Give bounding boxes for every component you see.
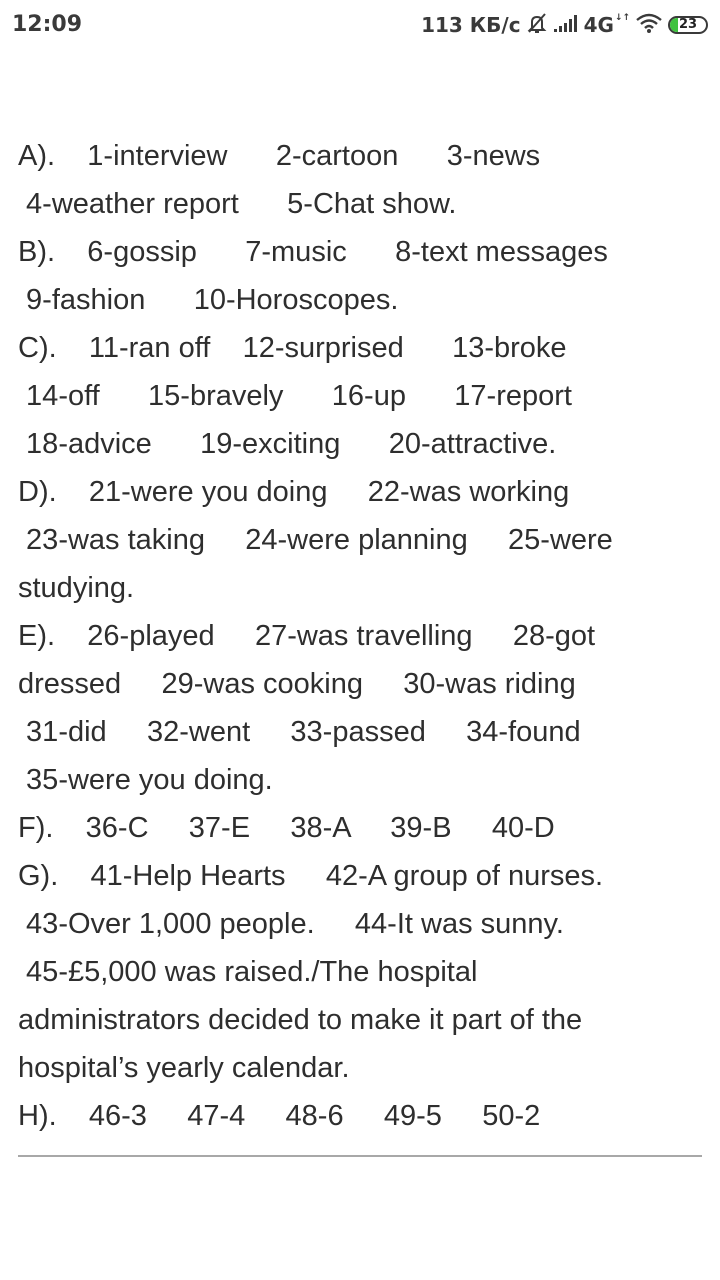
answer-line: 35-were you doing.	[18, 764, 273, 796]
network-type	[584, 13, 630, 37]
answer-line: 31-did 32-went 33-passed 34-found	[18, 716, 581, 748]
network-type-label: 4G	[583, 13, 614, 37]
answer-line: 4-weather report 5-Chat show.	[18, 188, 457, 220]
answer-line: B). 6-gossip 7-music 8-text messages	[18, 236, 608, 268]
answer-line: 18-advice 19-exciting 20-attractive.	[18, 428, 557, 460]
divider	[18, 1155, 702, 1157]
data-arrows-icon: ↓↑	[614, 13, 630, 23]
status-bar	[0, 0, 720, 52]
answer-line: 14-off 15-bravely 16-up 17-report	[18, 380, 572, 412]
answer-line: H). 46-3 47-4 48-6 49-5 50-2	[18, 1100, 541, 1132]
answer-line: F). 36-C 37-E 38-A 39-B 40-D	[18, 812, 555, 844]
wifi-icon	[635, 12, 663, 38]
answer-line: A). 1-interview 2-cartoon 3-news	[18, 140, 541, 172]
network-speed: 113 КБ/с	[421, 13, 521, 37]
answer-line: studying.	[18, 572, 135, 604]
answer-line: 45-£5,000 was raised./The hospital	[18, 956, 478, 988]
answer-line: 23-was taking 24-were planning 25-were	[18, 524, 613, 556]
answer-line: hospital’s yearly calendar.	[18, 1052, 350, 1084]
answer-line: C). 11-ran off 12-surprised 13-broke	[18, 332, 567, 364]
battery-level: 23	[678, 17, 698, 32]
answer-line: administrators decided to make it part of the	[18, 1004, 583, 1036]
status-time: 12:09	[12, 12, 83, 37]
mute-icon	[526, 12, 548, 38]
signal-icon	[553, 13, 579, 37]
answer-line: D). 21-were you doing 22-was working	[18, 476, 570, 508]
status-icons	[421, 11, 708, 39]
answer-line: 9-fashion 10-Horoscopes.	[18, 284, 399, 316]
battery-icon	[668, 16, 708, 34]
answer-line: G). 41-Help Hearts 42-A group of nurses.	[18, 860, 604, 892]
answer-key-text	[18, 132, 702, 1140]
answer-line: E). 26-played 27-was travelling 28-got	[18, 620, 596, 652]
answer-line: 43-Over 1,000 people. 44-It was sunny.	[18, 908, 564, 940]
answer-line: dressed 29-was cooking 30-was riding	[18, 668, 576, 700]
